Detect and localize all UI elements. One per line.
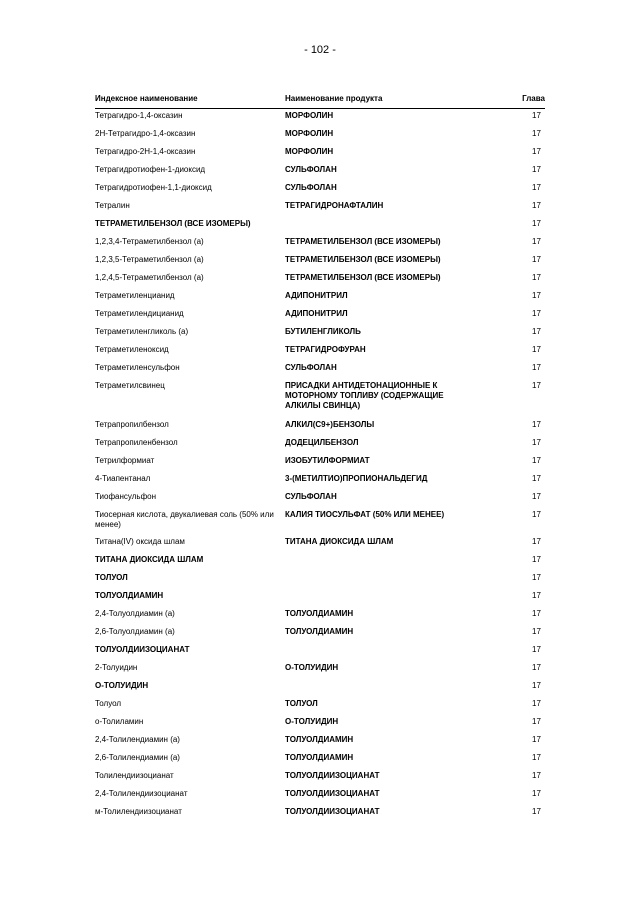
chapter-cell: 17 <box>532 345 541 354</box>
index-name-cell: ТОЛУОЛДИАМИН <box>95 591 164 600</box>
product-name-cell: СУЛЬФОЛАН <box>285 165 337 174</box>
index-name-cell: 2,4-Толилендиамин (а) <box>95 735 180 744</box>
table-header <box>95 94 545 109</box>
index-name-cell: Толилендиизоцианат <box>95 771 174 780</box>
chapter-cell: 17 <box>532 438 541 447</box>
index-name-cell: Тиосерная кислота, двукалиевая соль (50% или менее) <box>95 510 274 529</box>
chapter-cell: 17 <box>532 219 541 228</box>
chapter-cell: 17 <box>532 699 541 708</box>
product-name-cell: ИЗОБУТИЛФОРМИАТ <box>285 456 370 465</box>
product-name-cell: ПРИСАДКИ АНТИДЕТОНАЦИОННЫЕ К МОТОРНОМУ ТОПЛИВУ (СОДЕРЖАЩИЕ АЛКИЛЫ СВИНЦА) <box>285 381 444 410</box>
chapter-cell: 17 <box>532 420 541 429</box>
chapter-cell: 17 <box>532 309 541 318</box>
index-name-cell: 1,2,3,5-Тетраметилбензол (а) <box>95 255 204 264</box>
chapter-cell: 17 <box>532 717 541 726</box>
product-name-cell: ТОЛУОЛДИИЗОЦИАНАТ <box>285 771 380 780</box>
index-name-cell: Тетрапропилбензол <box>95 420 169 429</box>
page-number: - 102 - <box>304 44 336 56</box>
chapter-cell: 17 <box>532 129 541 138</box>
product-name-cell: ТЕТРАМЕТИЛБЕНЗОЛ (ВСЕ ИЗОМЕРЫ) <box>285 255 441 264</box>
index-name-cell: Титана(IV) оксида шлам <box>95 537 185 546</box>
chapter-cell: 17 <box>532 627 541 636</box>
chapter-cell: 17 <box>532 273 541 282</box>
chapter-cell: 17 <box>532 753 541 762</box>
index-name-cell: Тетраметиленцианид <box>95 291 175 300</box>
product-name-cell: ТОЛУОЛДИАМИН <box>285 735 354 744</box>
product-name-cell: АДИПОНИТРИЛ <box>285 309 348 318</box>
chapter-cell: 17 <box>532 492 541 501</box>
product-name-cell: ДОДЕЦИЛБЕНЗОЛ <box>285 438 359 447</box>
chapter-cell: 17 <box>532 807 541 816</box>
product-name-cell: ТЕТРАГИДРОФУРАН <box>285 345 366 354</box>
product-name-cell: СУЛЬФОЛАН <box>285 183 337 192</box>
index-name-cell: 2-Толуидин <box>95 663 138 672</box>
index-name-cell: ТОЛУОЛДИИЗОЦИАНАТ <box>95 645 190 654</box>
product-name-cell: ТЕТРАМЕТИЛБЕНЗОЛ (ВСЕ ИЗОМЕРЫ) <box>285 273 441 282</box>
product-name-cell: О-ТОЛУИДИН <box>285 717 339 726</box>
product-name-cell: СУЛЬФОЛАН <box>285 363 337 372</box>
product-name-cell: СУЛЬФОЛАН <box>285 492 337 501</box>
chapter-cell: 17 <box>532 789 541 798</box>
product-name-cell: КАЛИЯ ТИОСУЛЬФАТ (50% ИЛИ МЕНЕЕ) <box>285 510 445 519</box>
chapter-cell: 17 <box>532 327 541 336</box>
index-name-cell: Толуол <box>95 699 122 708</box>
index-name-cell: Тетралин <box>95 201 130 210</box>
index-name-cell: 1,2,3,4-Тетраметилбензол (а) <box>95 237 204 246</box>
chapter-cell: 17 <box>532 456 541 465</box>
product-name-cell: МОРФОЛИН <box>285 147 334 156</box>
product-name-cell: ТЕТРАМЕТИЛБЕНЗОЛ (ВСЕ ИЗОМЕРЫ) <box>285 237 441 246</box>
index-name-cell: Тетрагидротиофен-1-диоксид <box>95 165 206 174</box>
chapter-cell: 17 <box>532 573 541 582</box>
index-name-cell: 4-Тиапентанал <box>95 474 151 483</box>
index-name-cell: ТИТАНА ДИОКСИДА ШЛАМ <box>95 555 204 564</box>
column-header-index-name: Индексное наименование <box>95 94 198 103</box>
product-name-cell: МОРФОЛИН <box>285 111 334 120</box>
product-name-cell: АДИПОНИТРИЛ <box>285 291 348 300</box>
chapter-cell: 17 <box>532 291 541 300</box>
product-name-cell: ТОЛУОЛДИИЗОЦИАНАТ <box>285 789 380 798</box>
index-name-cell: Тиофансульфон <box>95 492 157 501</box>
chapter-cell: 17 <box>532 663 541 672</box>
index-name-cell: О-ТОЛУИДИН <box>95 681 149 690</box>
product-name-cell: МОРФОЛИН <box>285 129 334 138</box>
chapter-cell: 17 <box>532 645 541 654</box>
index-name-cell: Тетрапропиленбензол <box>95 438 178 447</box>
chapter-cell: 17 <box>532 111 541 120</box>
chapter-cell: 17 <box>532 510 541 519</box>
chapter-cell: 17 <box>532 363 541 372</box>
chapter-cell: 17 <box>532 681 541 690</box>
index-name-cell: ТЕТРАМЕТИЛБЕНЗОЛ (ВСЕ ИЗОМЕРЫ) <box>95 219 251 228</box>
index-name-cell: м-Толилендиизоцианат <box>95 807 182 816</box>
column-header-product-name: Наименование продукта <box>285 94 383 103</box>
index-name-cell: 2,6-Толуолдиамин (а) <box>95 627 175 636</box>
chapter-cell: 17 <box>532 165 541 174</box>
chapter-cell: 17 <box>532 735 541 744</box>
index-name-cell: Тетраметилендицианид <box>95 309 184 318</box>
index-name-cell: Тетрагидро-2Н-1,4-оксазин <box>95 147 196 156</box>
index-name-cell: 2,4-Толуолдиамин (а) <box>95 609 175 618</box>
chapter-cell: 17 <box>532 537 541 546</box>
chapter-cell: 17 <box>532 237 541 246</box>
index-name-cell: Тетраметиленсульфон <box>95 363 180 372</box>
product-name-cell: О-ТОЛУИДИН <box>285 663 339 672</box>
index-name-cell: Тетраметиленоксид <box>95 345 169 354</box>
chapter-cell: 17 <box>532 474 541 483</box>
index-name-cell: Тетраметилсвинец <box>95 381 165 390</box>
product-name-cell: ТОЛУОЛДИАМИН <box>285 753 354 762</box>
index-name-cell: 2,4-Толилендиизоцианат <box>95 789 188 798</box>
index-name-cell: 2,6-Толилендиамин (а) <box>95 753 180 762</box>
index-name-cell: Тетраметиленгликоль (а) <box>95 327 189 336</box>
product-name-cell: ТОЛУОЛДИАМИН <box>285 627 354 636</box>
product-name-cell: АЛКИЛ(С9+)БЕНЗОЛЫ <box>285 420 375 429</box>
index-name-cell: Тетрагидротиофен-1,1-диоксид <box>95 183 212 192</box>
chapter-cell: 17 <box>532 183 541 192</box>
product-name-cell: ТЕТРАГИДРОНАФТАЛИН <box>285 201 384 210</box>
chapter-cell: 17 <box>532 771 541 780</box>
product-name-cell: БУТИЛЕНГЛИКОЛЬ <box>285 327 361 336</box>
index-name-cell: ТОЛУОЛ <box>95 573 128 582</box>
index-name-cell: 2Н-Тетрагидро-1,4-оксазин <box>95 129 196 138</box>
column-header-chapter: Глава <box>522 94 545 103</box>
chapter-cell: 17 <box>532 255 541 264</box>
chapter-cell: 17 <box>532 555 541 564</box>
index-name-cell: Тетрагидро-1,4-оксазин <box>95 111 183 120</box>
index-name-cell: Тетрилформиат <box>95 456 155 465</box>
product-name-cell: ТОЛУОЛДИИЗОЦИАНАТ <box>285 807 380 816</box>
chapter-cell: 17 <box>532 201 541 210</box>
product-name-cell: ТИТАНА ДИОКСИДА ШЛАМ <box>285 537 394 546</box>
chapter-cell: 17 <box>532 591 541 600</box>
chapter-cell: 17 <box>532 381 541 390</box>
chapter-cell: 17 <box>532 609 541 618</box>
product-name-cell: ТОЛУОЛ <box>285 699 318 708</box>
chapter-cell: 17 <box>532 147 541 156</box>
product-name-cell: 3-(МЕТИЛТИО)ПРОПИОНАЛЬДЕГИД <box>285 474 428 483</box>
product-name-cell: ТОЛУОЛДИАМИН <box>285 609 354 618</box>
index-name-cell: 1,2,4,5-Тетраметилбензол (а) <box>95 273 204 282</box>
index-name-cell: о-Толиламин <box>95 717 144 726</box>
